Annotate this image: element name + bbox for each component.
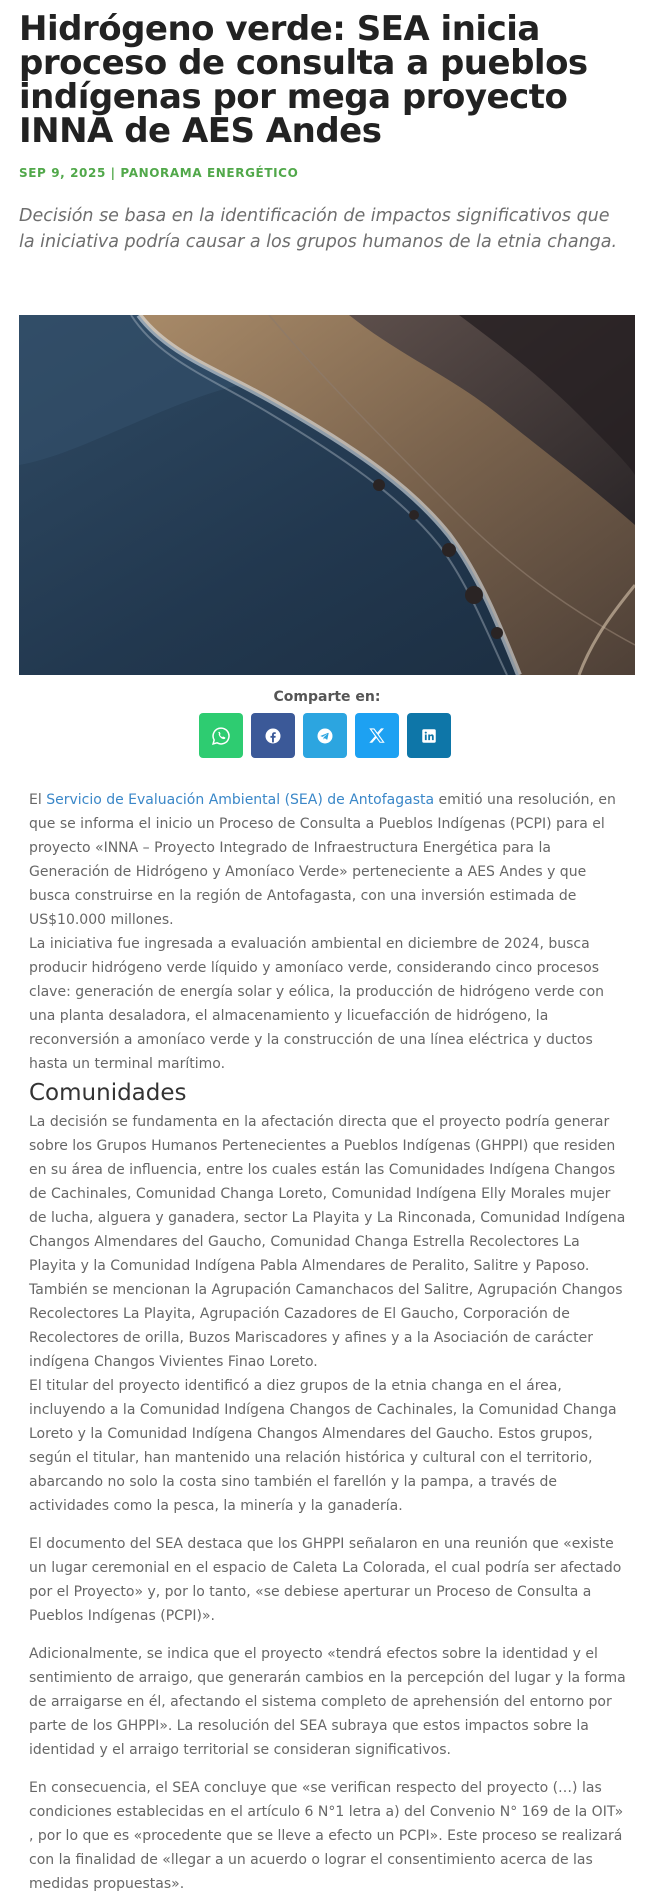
share-buttons xyxy=(199,713,455,759)
article-body xyxy=(29,788,629,1896)
x-icon xyxy=(367,726,387,746)
whatsapp-icon xyxy=(211,726,231,746)
paragraph-7: Adicionalmente, se indica que el proyecto «tendrá efectos sobre la identidad y el sentimiento de arraigo, que generarán cambios en la percepción del lugar y la forma de arraigarse en él, afectando el sistema completo de aprehensión del entorno por parte de los GHPPI». La resolución del SEA subraya que estos impactos sobre la identidad y el arraigo territorial se consideran significativos. xyxy=(29,1646,626,1758)
article-subtitle: Decisión se basa en la identificación de impactos significativos que la iniciativa podría causar a los grupos humanos de la etnia changa. xyxy=(19,206,618,252)
paragraph-1-lead: El xyxy=(29,792,47,808)
whatsapp-share-button[interactable] xyxy=(199,713,243,758)
linkedin-share-button[interactable] xyxy=(407,713,451,758)
paragraph-1-text: emitió una resolución, en que se informa el inicio un Proceso de Consulta a Pueblos Indígenas (PCPI) para el proyecto «INNA – Proyecto Integrado de Infraestructura Energética para la Generación de Hidrógeno y Amoníaco Verde» perteneciente a AES Andes y que busca construirse en la región de Antofagasta, con una inversión estimada de US$10.000 millones. xyxy=(29,792,616,928)
section-heading-comunidades: Comunidades xyxy=(29,1080,187,1106)
paragraph-5: El titular del proyecto identificó a diez grupos de la etnia changa en el área, incluyendo a la Comunidad Indígena Changos de Cachinales, la Comunidad Changa Loreto y la Comunidad Indígena Changos Almendares del Gaucho. Estos grupos, según el titular, han mantenido una relación histórica y cultural con el territorio, abarcando no solo la costa sino también el farellón y la pampa, a través de actividades como la pesca, la minería y la ganadería. xyxy=(29,1378,617,1514)
paragraph-4: También se mencionan la Agrupación Camanchacos del Salitre, Agrupación Changos Recolectores La Playita, Agrupación Cazadores de El Gaucho, Corporación de Recolectores de orilla, Buzos Mariscadores y afines y a la Asociación de carácter indígena Changos Vivientes Finao Loreto. xyxy=(29,1282,623,1370)
facebook-share-button[interactable] xyxy=(251,713,295,758)
sea-antofagasta-link[interactable]: Servicio de Evaluación Ambiental (SEA) de Antofagasta xyxy=(46,792,435,808)
paragraph-8: En consecuencia, el SEA concluye que «se verifican respecto del proyecto (…) las condiciones establecidas en el artículo 6 N°1 letra a) del Convenio N° 169 de la OIT» , por lo que es «procedente que se lleve a efecto un PCPI». Este proceso se realizará con la finalidad de «llegar a un acuerdo o lograr el consentimiento acerca de las medidas propuestas». xyxy=(29,1780,624,1892)
share-label: Comparte en: xyxy=(273,689,381,705)
hero-image xyxy=(19,315,635,675)
linkedin-icon xyxy=(420,727,438,745)
paragraph-2: La iniciativa fue ingresada a evaluación ambiental en diciembre de 2024, busca producir hidrógeno verde líquido y amoníaco verde, considerando cinco procesos clave: generación de energía solar y eólica, la producción de hidrógeno verde con una planta desaladora, el almacenamiento y licuefacción de hidrógeno, la reconversión a amoníaco verde y la construcción de una línea eléctrica y ductos hasta un terminal marítimo. xyxy=(29,936,605,1072)
paragraph-6: El documento del SEA destaca que los GHPPI señalaron en una reunión que «existe un lugar ceremonial en el espacio de Caleta La Colorada, el cual podría ser afectado por el Proyecto» y, por lo tanto, «se debiese aperturar un Proceso de Consulta a Pueblos Indígenas (PCPI)». xyxy=(29,1536,622,1624)
telegram-share-button[interactable] xyxy=(303,713,347,758)
coastline-aerial-image xyxy=(19,315,635,675)
article-title: Hidrógeno verde: SEA inicia proceso de consulta a pueblos indígenas por mega proyecto INNA de AES Andes xyxy=(19,9,588,151)
paragraph-3: La decisión se fundamenta en la afectación directa que el proyecto podría generar sobre los Grupos Humanos Pertenecientes a Pueblos Indígenas (GHPPI) que residen en su área de influencia, entre los cuales están las Comunidades Indígena Changos de Cachinales, Comunidad Changa Loreto, Comunidad Indígena Elly Morales mujer de lucha, alguera y ganadera, sector La Playita y La Rinconada, Comunidad Indígena Changos Almendares del Gaucho, Comunidad Changa Estrella Recolectores La Playita y la Comunidad Indígena Pabla Almendares de Peralito, Salitre y Paposo. xyxy=(29,1114,626,1274)
telegram-icon xyxy=(316,727,334,745)
facebook-icon xyxy=(264,727,282,745)
article-meta: SEP 9, 2025 | PANORAMA ENERGÉTICO xyxy=(19,166,299,180)
x-share-button[interactable] xyxy=(355,713,399,758)
paragraph-1 xyxy=(29,788,629,932)
